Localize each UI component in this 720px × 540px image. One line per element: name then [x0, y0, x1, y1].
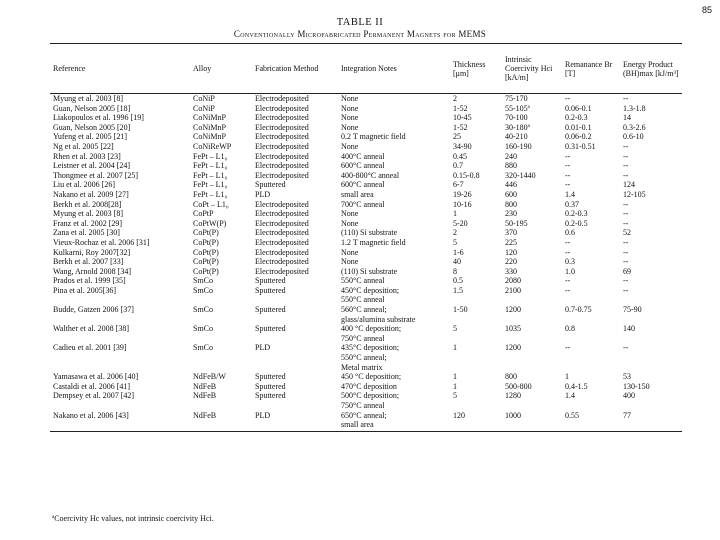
cell-alloy: CoNiMnP — [193, 122, 226, 132]
table-row — [50, 343, 682, 372]
cell-notes: None — [341, 247, 359, 257]
cell-reference: Thongmee et al. 2007 [25] — [53, 170, 139, 180]
cell-reference: Budde, Gatzen 2006 [37] — [53, 305, 134, 315]
header-alloy: Alloy — [190, 44, 252, 94]
cell-coercivity: 120 — [505, 247, 517, 257]
cell-alloy: NdFeB — [193, 391, 217, 401]
table-row — [50, 200, 682, 210]
cell-energy: -- — [623, 141, 629, 151]
cell-alloy: SmCo — [193, 305, 214, 315]
cell-remanence: 1.4 — [565, 189, 575, 199]
table-subtitle: Conventionally Microfabricated Permanent Magnets for MEMS — [233, 29, 487, 39]
cell-notes: None — [341, 103, 359, 113]
cell-alloy: CoPt – L1₀ — [193, 199, 229, 209]
cell-fabrication: Sputtered — [255, 180, 286, 190]
cell-reference: Berkh et al. 2007 [33] — [53, 257, 124, 267]
cell-fabrication: Electrodeposited — [255, 199, 309, 209]
cell-coercivity: 40-210 — [505, 132, 528, 142]
cell-fabrication: Electrodeposited — [255, 209, 309, 219]
cell-thickness: 1-50 — [453, 305, 468, 315]
cell-reference: Myung et al. 2003 [8] — [53, 209, 123, 219]
cell-notes: 550°C anneal — [341, 276, 385, 286]
cell-coercivity: 880 — [505, 161, 517, 171]
cell-fabrication: Electrodeposited — [255, 266, 309, 276]
cell-notes: 650°C anneal; small area — [338, 411, 450, 432]
page-number: 85 — [701, 5, 712, 15]
cell-thickness: 1.5 — [453, 285, 463, 295]
cell-fabrication: PLD — [255, 189, 271, 199]
table-row — [50, 94, 682, 104]
table-row — [50, 267, 682, 277]
cell-fabrication: Electrodeposited — [255, 94, 309, 103]
cell-reference: Wang, Arnold 2008 [34] — [53, 266, 132, 276]
cell-remanence: -- — [565, 180, 571, 190]
cell-reference: Rhen et al. 2003 [23] — [53, 151, 121, 161]
cell-alloy: CoPt(P) — [193, 228, 219, 238]
cell-remanence: 1.0 — [565, 266, 575, 276]
cell-notes: 470°C deposition — [341, 381, 397, 391]
cell-energy: -- — [623, 161, 629, 171]
cell-notes: None — [341, 122, 359, 132]
header-energy: Energy Product (BH)max [kJ/m³] — [620, 44, 682, 94]
cell-remanence: 0.2-0.3 — [565, 113, 588, 123]
cell-thickness: 2 — [453, 94, 457, 103]
cell-fabrication: Sputtered — [255, 285, 286, 295]
cell-notes: None — [341, 94, 359, 103]
cell-remanence: 0.8 — [565, 324, 575, 334]
cell-reference: Ng et al. 2005 [22] — [53, 141, 114, 151]
cell-energy: -- — [623, 343, 629, 353]
cell-remanence: -- — [565, 247, 571, 257]
cell-alloy: FePt – L1₀ — [193, 170, 228, 180]
table-body — [50, 94, 682, 432]
cell-energy: 75-90 — [623, 305, 642, 315]
cell-thickness: 1 — [453, 209, 457, 219]
cell-notes: None — [341, 257, 359, 267]
cell-remanence: 0.7-0.75 — [565, 305, 592, 315]
table-row — [50, 219, 682, 229]
cell-energy: -- — [623, 151, 629, 161]
magnets-table-container — [50, 43, 682, 432]
cell-coercivity: 320-1440 — [505, 170, 536, 180]
cell-energy: -- — [623, 247, 629, 257]
cell-reference: Nakano et al. 2006 [43] — [50, 411, 190, 432]
cell-thickness: 1-6 — [453, 247, 464, 257]
cell-fabrication: Sputtered — [255, 276, 286, 286]
cell-coercivity: 1000 — [502, 411, 562, 432]
table-row — [50, 238, 682, 248]
table-row — [50, 276, 682, 286]
cell-fabrication: Electrodeposited — [255, 151, 309, 161]
cell-remanence: -- — [565, 343, 571, 353]
table-row — [50, 372, 682, 382]
cell-coercivity: 30-180ª — [505, 122, 530, 132]
cell-energy: 130-150 — [623, 381, 650, 391]
table-row — [50, 411, 682, 432]
cell-reference: Castaldi et al. 2006 [41] — [53, 381, 131, 391]
cell-coercivity: 1200 — [505, 305, 521, 315]
cell-remanence: 0.4-1.5 — [565, 381, 588, 391]
cell-alloy: NdFeB — [190, 411, 252, 432]
cell-energy: -- — [623, 94, 629, 103]
cell-fabrication: Electrodeposited — [255, 113, 309, 123]
cell-remanence: 1 — [565, 372, 569, 382]
cell-thickness: 19-26 — [453, 189, 472, 199]
table-row — [50, 382, 682, 392]
cell-remanence: 0.01-0.1 — [565, 122, 592, 132]
cell-remanence: -- — [565, 285, 571, 295]
cell-fabrication: Electrodeposited — [255, 228, 309, 238]
cell-energy: -- — [623, 218, 629, 228]
cell-energy: 12-105 — [623, 189, 646, 199]
table-row — [50, 209, 682, 219]
cell-alloy: CoNiReWP — [193, 141, 232, 151]
table-row — [50, 324, 682, 343]
cell-notes: 560°C anneal; glass/alumina substrate — [341, 305, 416, 324]
cell-thickness: 34-90 — [453, 141, 472, 151]
cell-thickness: 1-52 — [453, 122, 468, 132]
cell-reference: Myung et al. 2003 [8] — [53, 94, 123, 103]
cell-thickness: 5-20 — [453, 218, 468, 228]
cell-coercivity: 75-170 — [505, 94, 528, 103]
cell-energy: 140 — [623, 324, 635, 334]
cell-remanence: -- — [565, 276, 571, 286]
cell-remanence: 0.3 — [565, 257, 575, 267]
table-row — [50, 171, 682, 181]
table-row — [50, 228, 682, 238]
cell-coercivity: 330 — [505, 266, 517, 276]
cell-reference: Guan, Nelson 2005 [18] — [53, 103, 131, 113]
table-row — [50, 391, 682, 410]
cell-remanence: 0.06-0.1 — [565, 103, 592, 113]
cell-reference: Pina et al. 2005[36] — [53, 285, 117, 295]
cell-coercivity: 2080 — [505, 276, 521, 286]
cell-coercivity: 800 — [505, 199, 517, 209]
cell-fabrication: Sputtered — [255, 372, 286, 382]
cell-alloy: NdFeB — [193, 381, 217, 391]
table-row — [50, 190, 682, 200]
cell-coercivity: 70-100 — [505, 113, 528, 123]
cell-remanence: 0.31-0.51 — [565, 141, 596, 151]
cell-alloy: CoPtP — [193, 209, 214, 219]
cell-coercivity: 225 — [505, 237, 517, 247]
cell-energy: -- — [623, 199, 629, 209]
cell-fabrication: Sputtered — [255, 324, 286, 334]
cell-energy: -- — [623, 285, 629, 295]
cell-energy: 400 — [623, 391, 635, 401]
cell-thickness: 6-7 — [453, 180, 464, 190]
cell-fabrication: Electrodeposited — [255, 170, 309, 180]
cell-notes: None — [341, 113, 359, 123]
table-row — [50, 152, 682, 162]
cell-reference: Kulkarni, Roy 2007[32] — [53, 247, 131, 257]
cell-fabrication: Electrodeposited — [255, 218, 309, 228]
cell-coercivity: 230 — [505, 209, 517, 219]
table-row — [50, 286, 682, 305]
cell-reference: Walther et al. 2008 [38] — [53, 324, 129, 334]
cell-notes: 450°C deposition; 550°C anneal — [341, 285, 400, 305]
cell-energy: 52 — [623, 228, 631, 238]
cell-fabrication: Electrodeposited — [255, 122, 309, 132]
footnote: ªCoercivity Hc values, not intrinsic coercivity Hci. — [52, 514, 214, 523]
header-fabrication: Fabrication Method — [252, 44, 338, 94]
cell-energy: 124 — [623, 180, 635, 190]
cell-notes: None — [341, 141, 359, 151]
cell-coercivity: 2100 — [505, 285, 521, 295]
cell-reference: Cadieu et al. 2001 [39] — [53, 343, 127, 353]
cell-reference: Vieux-Rochaz et al. 2006 [31] — [53, 237, 150, 247]
cell-notes: 450 °C deposition; — [341, 372, 402, 382]
cell-remanence: -- — [565, 237, 571, 247]
cell-fabrication: PLD — [255, 343, 271, 353]
cell-alloy: CoNiP — [193, 94, 215, 103]
cell-thickness: 1 — [453, 381, 457, 391]
cell-remanence: -- — [565, 151, 571, 161]
cell-thickness: 1-52 — [453, 103, 468, 113]
cell-coercivity: 240 — [505, 151, 517, 161]
cell-reference: Liu et al. 2006 [26] — [53, 180, 115, 190]
cell-notes: (110) Si substrate — [341, 228, 398, 238]
cell-thickness: 25 — [453, 132, 461, 142]
header-coercivity: Intrinsic Coercivity Hci [kA/m] — [502, 44, 562, 94]
cell-alloy: CoPtW(P) — [193, 218, 227, 228]
cell-coercivity: 50-195 — [505, 218, 528, 228]
cell-alloy: NdFeB/W — [193, 372, 226, 382]
cell-fabrication: Sputtered — [255, 381, 286, 391]
cell-coercivity: 500-800 — [505, 381, 532, 391]
cell-notes: 400 °C deposition; 750°C anneal — [341, 324, 402, 343]
cell-fabrication: Electrodeposited — [255, 103, 309, 113]
cell-fabrication: Sputtered — [255, 305, 286, 315]
cell-coercivity: 446 — [505, 180, 517, 190]
cell-alloy: CoNiMnP — [193, 113, 226, 123]
cell-fabrication: PLD — [252, 411, 338, 432]
cell-coercivity: 800 — [505, 372, 517, 382]
cell-energy: 77 — [620, 411, 682, 432]
table-row — [50, 161, 682, 171]
cell-energy: 53 — [623, 372, 631, 382]
cell-remanence: 0.55 — [562, 411, 620, 432]
cell-alloy: SmCo — [193, 276, 214, 286]
table-row — [50, 142, 682, 152]
cell-fabrication: Electrodeposited — [255, 161, 309, 171]
cell-thickness: 1 — [453, 372, 457, 382]
cell-reference: Liakopoulos et al. 1996 [19] — [53, 113, 144, 123]
cell-alloy: SmCo — [193, 343, 214, 353]
cell-thickness: 8 — [453, 266, 457, 276]
cell-thickness: 0.15-0.8 — [453, 170, 480, 180]
cell-alloy: SmCo — [193, 285, 214, 295]
cell-thickness: 2 — [453, 228, 457, 238]
cell-reference: Zana et al. 2005 [30] — [53, 228, 120, 238]
cell-coercivity: 370 — [505, 228, 517, 238]
cell-energy: 1.3-1.8 — [623, 103, 646, 113]
cell-alloy: CoNiP — [193, 103, 215, 113]
cell-fabrication: Electrodeposited — [255, 247, 309, 257]
cell-thickness: 1 — [453, 343, 457, 353]
header-row — [50, 44, 682, 94]
cell-coercivity: 160-190 — [505, 141, 532, 151]
cell-notes: 435°C deposition; 550°C anneal; Metal matrix — [341, 343, 400, 372]
cell-energy: -- — [623, 209, 629, 219]
cell-coercivity: 1035 — [505, 324, 521, 334]
cell-thickness: 0.45 — [453, 151, 467, 161]
cell-notes: 0.2 T magnetic field — [341, 132, 406, 142]
table-row — [50, 132, 682, 142]
cell-reference: Dempsey et al. 2007 [42] — [53, 391, 135, 401]
cell-remanence: 0.6 — [565, 228, 575, 238]
cell-alloy: CoNiMnP — [193, 132, 226, 142]
magnets-table — [50, 43, 682, 432]
cell-alloy: CoPt(P) — [193, 247, 219, 257]
cell-remanence: -- — [565, 161, 571, 171]
cell-thickness: 5 — [453, 237, 457, 247]
cell-fabrication: Sputtered — [255, 391, 286, 401]
cell-notes: None — [341, 218, 359, 228]
cell-fabrication: Electrodeposited — [255, 141, 309, 151]
cell-notes: small area — [341, 189, 374, 199]
cell-alloy: SmCo — [193, 324, 214, 334]
cell-reference: Prados et al. 1999 [35] — [53, 276, 126, 286]
cell-energy: -- — [623, 276, 629, 286]
cell-energy: -- — [623, 257, 629, 267]
cell-coercivity: 220 — [505, 257, 517, 267]
cell-remanence: -- — [565, 170, 571, 180]
cell-fabrication: Electrodeposited — [255, 132, 309, 142]
cell-remanence: 0.06-0.2 — [565, 132, 592, 142]
cell-reference: Leistner et al. 2004 [24] — [53, 161, 131, 171]
cell-reference: Yamasawa et al. 2006 [40] — [53, 372, 139, 382]
cell-reference: Guan, Nelson 2005 [20] — [53, 122, 131, 132]
table-row — [50, 113, 682, 123]
cell-energy: -- — [623, 237, 629, 247]
cell-remanence: -- — [565, 94, 571, 103]
cell-energy: -- — [623, 170, 629, 180]
table-row — [50, 123, 682, 133]
cell-notes: 400-800°C anneal — [341, 170, 400, 180]
table-row — [50, 104, 682, 114]
cell-alloy: FePt – L1₀ — [193, 151, 228, 161]
cell-thickness: 0.5 — [453, 276, 463, 286]
table-title: TABLE II — [336, 17, 384, 28]
cell-alloy: CoPt(P) — [193, 266, 219, 276]
cell-reference: Nakano et al. 2009 [27] — [53, 189, 129, 199]
table-row — [50, 180, 682, 190]
header-reference: Reference — [50, 44, 190, 94]
cell-notes: (110) Si substrate — [341, 266, 398, 276]
cell-notes: 600°C anneal — [341, 161, 385, 171]
cell-remanence: 0.2-0.5 — [565, 218, 588, 228]
cell-coercivity: 600 — [505, 189, 517, 199]
cell-notes: 600°C anneal — [341, 180, 385, 190]
cell-coercivity: 1280 — [505, 391, 521, 401]
cell-reference: Yufeng et al. 2005 [21] — [53, 132, 127, 142]
cell-remanence: 0.2-0.3 — [565, 209, 588, 219]
cell-alloy: CoPt(P) — [193, 237, 219, 247]
cell-notes: 500°C deposition; 750°C anneal — [341, 391, 400, 410]
cell-notes: 1.2 T magnetic field — [341, 237, 406, 247]
cell-energy: 0.3-2.6 — [623, 122, 646, 132]
cell-thickness: 0.7 — [453, 161, 463, 171]
table-row — [50, 257, 682, 267]
cell-energy: 0.6-10 — [623, 132, 644, 142]
cell-thickness: 5 — [453, 324, 457, 334]
header-thickness: Thickness [μm] — [450, 44, 502, 94]
table-row — [50, 305, 682, 324]
cell-energy: 14 — [623, 113, 631, 123]
cell-alloy: CoPt(P) — [193, 257, 219, 267]
cell-fabrication: Electrodeposited — [255, 257, 309, 267]
cell-notes: 400°C anneal — [341, 151, 385, 161]
cell-thickness: 120 — [450, 411, 502, 432]
cell-thickness: 10-45 — [453, 113, 472, 123]
cell-thickness: 10-16 — [453, 199, 472, 209]
cell-alloy: FePt – L1₀ — [193, 180, 228, 190]
table-row — [50, 248, 682, 258]
cell-thickness: 5 — [453, 391, 457, 401]
cell-reference: Berkh et al. 2008[28] — [53, 199, 122, 209]
cell-thickness: 40 — [453, 257, 461, 267]
cell-remanence: 1.4 — [565, 391, 575, 401]
cell-energy: 69 — [623, 266, 631, 276]
cell-alloy: FePt – L1₀ — [193, 161, 228, 171]
cell-notes: 700°C anneal — [341, 199, 385, 209]
header-remanence: Remanance Br [T] — [562, 44, 620, 94]
cell-coercivity: 1200 — [505, 343, 521, 353]
cell-alloy: FePt – L1₀ — [193, 189, 228, 199]
cell-fabrication: Electrodeposited — [255, 237, 309, 247]
header-integration: Integration Notes — [338, 44, 450, 94]
cell-reference: Franz et al. 2002 [29] — [53, 218, 123, 228]
cell-coercivity: 55-105ª — [505, 103, 530, 113]
cell-remanence: 0.37 — [565, 199, 579, 209]
cell-notes: None — [341, 209, 359, 219]
